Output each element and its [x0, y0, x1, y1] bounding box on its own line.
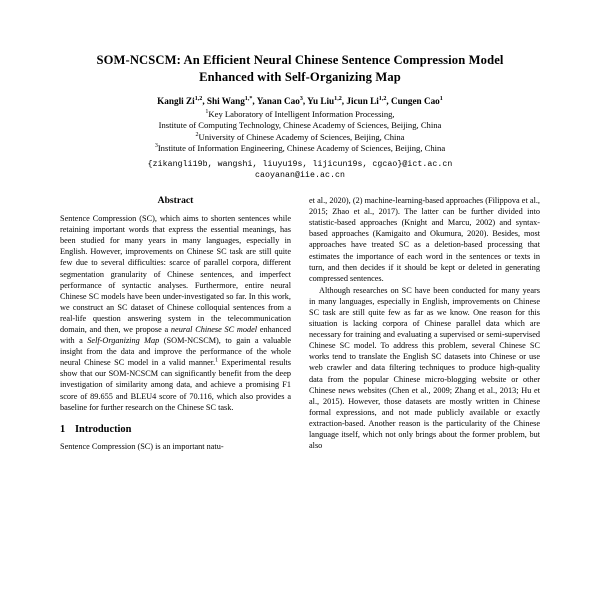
affiliation-text: University of Chinese Academy of Sciences, Beijing, China	[198, 131, 405, 142]
affiliation-line	[60, 120, 540, 132]
affiliation-line	[60, 143, 540, 155]
email-block	[60, 159, 540, 182]
email-line[interactable]: {zikangli19b, wangshi, liuyu19s, lijicun19s, cgcao}@ict.ac.cn	[147, 159, 453, 169]
author	[307, 96, 342, 106]
abstract-emphasis-1: neural Chinese SC model	[170, 324, 258, 334]
affiliation-text: Key Laboratory of Intelligent Information Processing,	[208, 108, 395, 119]
author-separator: ,	[252, 95, 257, 106]
author	[346, 96, 386, 106]
author-list	[60, 96, 540, 108]
affiliation-marker: 1	[205, 108, 209, 115]
abstract-heading: Abstract	[157, 195, 194, 207]
author-name: Yanan Cao	[256, 95, 300, 106]
affiliation-text: Institute of Computing Technology, Chinese Academy of Sciences, Beijing, China	[158, 120, 442, 131]
affiliation-line	[60, 109, 540, 121]
author-name: Jicun Li	[346, 95, 379, 106]
author-affiliation-marker: 1,2	[194, 95, 203, 102]
author-separator: ,	[386, 95, 392, 106]
title-line-2: Enhanced with Self-Organizing Map	[199, 70, 401, 85]
affiliation-marker: 3	[154, 143, 158, 150]
title-line-1: SOM-NCSCM: An Efficient Neural Chinese Sentence Compression Model	[96, 53, 504, 67]
author-name: Yu Liu	[307, 95, 335, 106]
abstract-paragraph	[60, 213, 291, 413]
abstract-text-part3: (SOM-NCSCM), to gain a valuable insight from the data and improve the performance of the whole neural Chinese SC model in a valid manner.	[60, 336, 291, 368]
page-title	[60, 52, 540, 87]
abstract-text-part1: Sentence Compression (SC), which aims to shorten sentences while retaining important words that express the essential meanings, has been studied for many years in many languages, especially in English. However, improvements on Chinese SC task are still quite few due to several difficulties: scarce of parallel corpora, different segmentation granularity of Chinese sentences, and imperfect performance of syntactic analyses. Furthermore, entire neural Chinese SC models have been under-investigated so far. In this work, we construct an SC dataset of Chinese colloquial sentences from a real-life question answering system in the telecommunication domain, and then, we propose a	[60, 214, 291, 334]
author-affiliation-marker: 3	[299, 95, 303, 102]
affiliation-text: Institute of Information Engineering, Chinese Academy of Sciences, Beijing, China	[157, 143, 446, 154]
section-number: 1	[60, 423, 66, 435]
author-name: Kangli Zi	[157, 95, 195, 106]
abstract-text-part4: Experimental results show that our SOM-NCSCM can significantly benefit from the deep investigation of similarity among data, and achieve a promising F1 score of 89.655 and BLEU4 score of 70.116, which also provides a baseline for further research on the Chinese SC task.	[60, 358, 291, 412]
right-paragraph-2: Although researches on SC have been conducted for many years in many languages, especially in English, improvements on Chinese SC task are still quite few as far as we know. One reason for this situation is lacking corpora of Chinese parallel data which are necessary for training and evaluating a supervised or semi-supervised Chinese SC model. To address this problem, several Chinese SC works tend to translate the English SC datasets into Chinese or use web crawler and data filtering techniques to produce high-quality data from the popular Chinese micro-blogging website or other Chinese news websites (Chen et al., 2009; Zhang et al., 2013; Hu et al., 2015). However, those datasets are mostly written in Chinese formal expressions, and not made publicly available or exactly extraction-based. Another reason is the particularity of the Chinese language itself, which not only brings about the former problem, but also	[309, 285, 540, 451]
author-separator: ,	[202, 95, 207, 106]
abstract-emphasis-2: Self-Organizing Map	[87, 336, 160, 346]
author-affiliation-marker: 1,2	[378, 95, 387, 102]
abstract-text-part2: enhanced with a	[60, 324, 291, 346]
author	[257, 96, 303, 106]
section-heading-introduction	[60, 424, 291, 435]
author-affiliation-marker: 1,*	[244, 95, 253, 102]
author	[391, 96, 443, 106]
section-title: Introduction	[75, 423, 132, 435]
author-separator: ,	[341, 95, 347, 106]
affiliation-list	[60, 109, 540, 155]
affiliation-line	[60, 132, 540, 144]
author-name: Shi Wang	[206, 95, 245, 106]
email-line[interactable]: caoyanan@iie.ac.cn	[255, 171, 345, 181]
body-columns	[60, 195, 540, 567]
author-affiliation-marker: 1,2	[334, 95, 342, 102]
author-name: Cungen Cao	[391, 95, 440, 106]
author	[207, 96, 253, 106]
right-paragraph-1: et al., 2020), (2) machine-learning-based approaches (Filippova et al., 2015; Zhao et al., 2017). The latter can be further divided into statistic-based approaches (Knight and Marcu, 2002) and syntax-based approaches (Kamigaito and Okumura, 2020). Besides, most approaches have treated SC as a deletion-based processing that estimates the importance of each word in the sentences or texts in turn, and then decides if it should be kept or deleted in generating compressed sentences.	[309, 196, 540, 283]
author-separator: ,	[302, 95, 308, 106]
left-column	[60, 195, 291, 567]
footnote-marker[interactable]: 1	[215, 357, 219, 364]
right-column	[309, 195, 540, 567]
introduction-paragraph: Sentence Compression (SC) is an important natu-	[60, 441, 224, 451]
author	[157, 96, 202, 106]
author-affiliation-marker: 1	[439, 95, 443, 102]
affiliation-marker: 2	[195, 131, 199, 138]
